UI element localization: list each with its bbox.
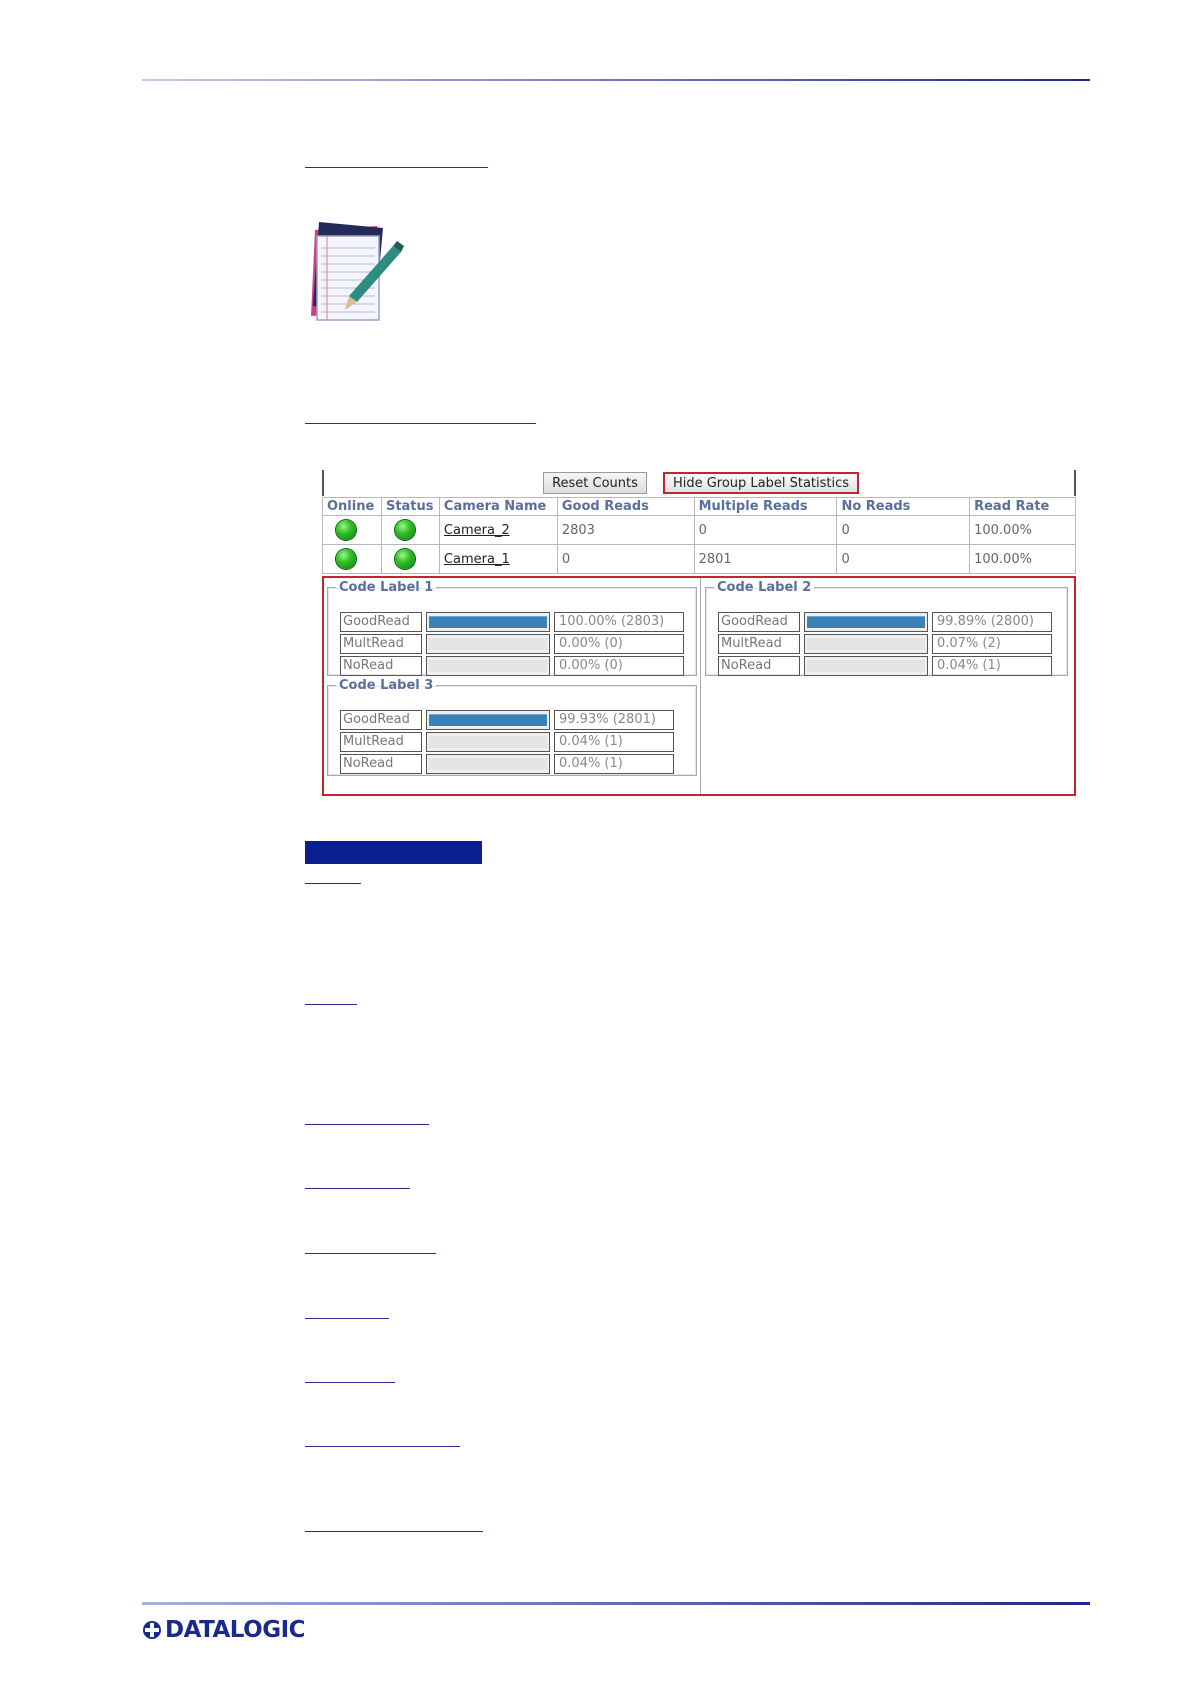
online-indicator-icon	[336, 549, 356, 569]
column-header: Online	[323, 498, 382, 516]
stat-row	[718, 612, 1038, 632]
table-row	[323, 516, 1076, 545]
progress-bar	[426, 732, 550, 752]
code-label-group	[705, 580, 1068, 676]
column-header: Read Rate	[970, 498, 1076, 516]
stat-row	[340, 634, 660, 654]
progress-bar	[426, 634, 550, 654]
stat-label: MultRead	[340, 634, 422, 654]
stat-value: 0.00% (0)	[554, 656, 684, 676]
link-underline[interactable]	[305, 1004, 357, 1005]
link-underline[interactable]	[305, 167, 488, 168]
no-reads-cell: 0	[837, 516, 970, 545]
logo-mark-icon	[142, 1620, 162, 1640]
column-header: Status	[381, 498, 439, 516]
link-underline[interactable]	[305, 1124, 429, 1125]
progress-bar	[426, 656, 550, 676]
no-reads-cell: 0	[837, 545, 970, 574]
progress-bar	[426, 754, 550, 774]
camera-name-link[interactable]: Camera_1	[443, 551, 510, 567]
link-underline[interactable]	[305, 1446, 460, 1447]
progress-bar	[426, 710, 550, 730]
code-label-group	[327, 580, 697, 676]
column-header: Good Reads	[557, 498, 694, 516]
reset-counts-button[interactable]: Reset Counts	[543, 472, 647, 494]
multiple-reads-cell: 0	[694, 516, 837, 545]
stat-value: 99.93% (2801)	[554, 710, 674, 730]
statistics-widget	[322, 470, 1076, 796]
section-heading-bar	[305, 841, 482, 864]
link-underline[interactable]	[305, 1318, 389, 1319]
link-underline[interactable]	[305, 1188, 410, 1189]
progress-bar	[804, 612, 928, 632]
link-underline[interactable]	[305, 423, 536, 424]
camera-name-link[interactable]: Camera_2	[443, 522, 510, 538]
link-underline[interactable]	[305, 883, 361, 884]
datalogic-logo	[142, 1616, 305, 1644]
code-label-group	[327, 678, 697, 776]
stat-value: 0.04% (1)	[554, 732, 674, 752]
stat-value: 100.00% (2803)	[554, 612, 684, 632]
stat-label: GoodRead	[340, 612, 422, 632]
multiple-reads-cell: 2801	[694, 545, 837, 574]
stat-row	[340, 612, 665, 632]
stat-value: 0.04% (1)	[554, 754, 674, 774]
status-indicator-icon	[395, 549, 415, 569]
stat-value: 99.89% (2800)	[932, 612, 1052, 632]
hide-group-label-statistics-button[interactable]: Hide Group Label Statistics	[663, 472, 859, 494]
online-indicator-icon	[336, 520, 356, 540]
column-header: Camera Name	[439, 498, 557, 516]
group-label-statistics	[322, 576, 1076, 796]
group-divider	[700, 578, 701, 794]
progress-bar	[426, 612, 550, 632]
stat-row	[340, 656, 660, 676]
group-title: Code Label 3	[339, 678, 434, 693]
group-title: Code Label 1	[339, 580, 434, 595]
stat-label: GoodRead	[340, 710, 422, 730]
stat-row	[718, 634, 1038, 654]
stat-label: MultRead	[340, 732, 422, 752]
stat-label: NoRead	[340, 754, 422, 774]
stat-label: MultRead	[718, 634, 800, 654]
logo-text: DATALOGIC	[165, 1617, 306, 1643]
stat-label: NoRead	[718, 656, 800, 676]
stat-value: 0.04% (1)	[932, 656, 1052, 676]
status-indicator-icon	[395, 520, 415, 540]
header-rule	[142, 79, 1090, 81]
link-underline[interactable]	[305, 1382, 395, 1383]
stat-row	[340, 710, 660, 730]
column-header: Multiple Reads	[694, 498, 837, 516]
link-underline[interactable]	[305, 1253, 436, 1254]
link-underline[interactable]	[305, 1531, 483, 1532]
stat-row	[340, 754, 660, 774]
table-row	[323, 545, 1076, 574]
stat-value: 0.00% (0)	[554, 634, 684, 654]
column-header: No Reads	[837, 498, 970, 516]
stat-label: NoRead	[340, 656, 422, 676]
stat-label: GoodRead	[718, 612, 800, 632]
good-reads-cell: 2803	[557, 516, 694, 545]
widget-toolbar	[322, 470, 1076, 496]
footer-rule	[142, 1602, 1090, 1605]
note-icon	[305, 218, 405, 328]
progress-bar	[804, 634, 928, 654]
progress-bar	[804, 656, 928, 676]
read-rate-cell: 100.00%	[970, 545, 1076, 574]
stat-row	[340, 732, 660, 752]
camera-table	[322, 497, 1076, 574]
table-header-row	[323, 498, 1076, 516]
group-title: Code Label 2	[717, 580, 812, 595]
good-reads-cell: 0	[557, 545, 694, 574]
stat-row	[718, 656, 1038, 676]
stat-value: 0.07% (2)	[932, 634, 1052, 654]
read-rate-cell: 100.00%	[970, 516, 1076, 545]
